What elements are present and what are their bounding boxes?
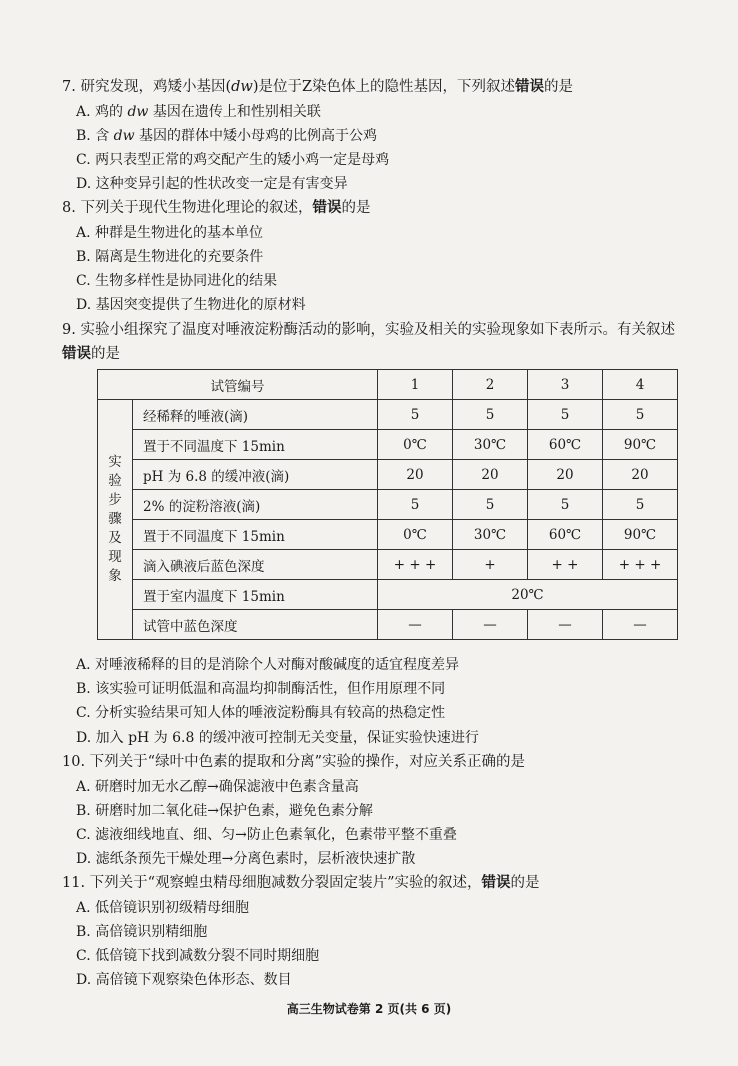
q9-stem: 9. 实验小组探究了温度对唾液淀粉酶活动的影响，实验及相关的实验现象如下表所示。有关叙述	[62, 322, 675, 338]
cell: 20	[378, 460, 453, 490]
row-label: 置于室内温度下 15min	[133, 580, 378, 610]
cell: —	[528, 610, 603, 640]
table-row	[98, 520, 678, 550]
table-row	[98, 430, 678, 460]
table-row	[98, 490, 678, 520]
cell: + + +	[603, 550, 678, 580]
q7-key: 错误	[515, 78, 545, 95]
q10-option-a: A. 研磨时加无水乙醇→确保滤液中色素含量高	[76, 779, 359, 795]
q11-option-c: C. 低倍镜下找到减数分裂不同时期细胞	[76, 948, 320, 964]
q8-option-d: D. 基因突变提供了生物进化的原材料	[76, 297, 306, 313]
q8-option-c: C. 生物多样性是协同进化的结果	[76, 273, 278, 289]
side-label	[98, 400, 133, 640]
cell: 5	[378, 400, 453, 430]
row-label: 2% 的淀粉溶液(滴)	[133, 490, 378, 520]
side-label-text: 实 验 步 骤 及 现 象	[108, 454, 122, 584]
cell: 5	[528, 400, 603, 430]
table-row	[98, 610, 678, 640]
q10-stem: 10. 下列关于“绿叶中色素的提取和分离”实验的操作，对应关系正确的是	[62, 754, 525, 770]
cell: 20	[528, 460, 603, 490]
cell: 60℃	[528, 430, 603, 460]
row-label: 滴入碘液后蓝色深度	[133, 550, 378, 580]
row-label: 试管中蓝色深度	[133, 610, 378, 640]
q7-option-c: C. 两只表型正常的鸡交配产生的矮小鸡一定是母鸡	[76, 152, 390, 168]
table-header-row	[98, 370, 678, 400]
q11-key: 错误	[481, 874, 511, 891]
q9-option-b: B. 该实验可证明低温和高温均抑制酶活性，但作用原理不同	[76, 681, 446, 697]
cell: 5	[378, 490, 453, 520]
q9-key: 错误	[62, 345, 91, 362]
q10-option-c: C. 滤液细线地直、细、匀→防止色素氧化，色素带平整不重叠	[76, 827, 457, 843]
q11-option-a: A. 低倍镜识别初级精母细胞	[76, 900, 250, 916]
cell: 30℃	[453, 430, 528, 460]
cell: +	[453, 550, 528, 580]
q11-option-d: D. 高倍镜下观察染色体形态、数目	[76, 972, 292, 988]
cell: + + +	[378, 550, 453, 580]
tube-4: 4	[603, 370, 678, 400]
cell: 0℃	[378, 520, 453, 550]
table-row	[98, 460, 678, 490]
table-row	[98, 580, 678, 610]
tube-1: 1	[378, 370, 453, 400]
cell: 20	[453, 460, 528, 490]
cell: 0℃	[378, 430, 453, 460]
q8-key: 错误	[312, 199, 342, 216]
q7-option-a: A. 鸡的 dw 基因在遗传上和性别相关联	[76, 104, 321, 120]
merged-cell: 20℃	[378, 580, 678, 610]
cell: 5	[528, 490, 603, 520]
cell: —	[378, 610, 453, 640]
cell: 90℃	[603, 430, 678, 460]
table-header-label: 试管编号	[98, 370, 378, 400]
cell: 20	[603, 460, 678, 490]
q7-option-d: D. 这种变异引起的性状改变一定是有害变异	[76, 176, 348, 192]
page-footer: 高三生物试卷第 2 页(共 6 页)	[286, 1002, 452, 1016]
table-row	[98, 400, 678, 430]
q9-option-c: C. 分析实验结果可知人体的唾液淀粉酶具有较高的热稳定性	[76, 705, 446, 721]
cell: —	[603, 610, 678, 640]
tube-2: 2	[453, 370, 528, 400]
q8-option-b: B. 隔离是生物进化的充要条件	[76, 249, 264, 265]
cell: 5	[453, 490, 528, 520]
cell: 5	[603, 490, 678, 520]
q9-stem-line2: 错误的是	[62, 345, 120, 362]
row-label: 置于不同温度下 15min	[133, 520, 378, 550]
q11-stem: 11. 下列关于“观察蝗虫精母细胞减数分裂固定装片”实验的叙述，错误的是	[62, 874, 540, 891]
cell: —	[453, 610, 528, 640]
q8-stem: 8. 下列关于现代生物进化理论的叙述，错误的是	[62, 199, 371, 216]
q7-stem: 7. 研究发现，鸡矮小基因(dw)是位于Z染色体上的隐性基因，下列叙述错误的是	[62, 78, 574, 95]
q9-option-d: D. 加入 pH 为 6.8 的缓冲液可控制无关变量，保证实验快速进行	[76, 730, 479, 746]
row-label: 经稀释的唾液(滴)	[133, 400, 378, 430]
q10-option-b: B. 研磨时加二氧化硅→保护色素，避免色素分解	[76, 803, 373, 819]
q9-experiment-table	[97, 369, 678, 640]
cell: 5	[453, 400, 528, 430]
cell: 30℃	[453, 520, 528, 550]
cell: 5	[603, 400, 678, 430]
table-row	[98, 550, 678, 580]
q11-option-b: B. 高倍镜识别精细胞	[76, 924, 208, 940]
cell: 90℃	[603, 520, 678, 550]
row-label: pH 为 6.8 的缓冲液(滴)	[133, 460, 378, 490]
tube-3: 3	[528, 370, 603, 400]
cell: 60℃	[528, 520, 603, 550]
q9-option-a: A. 对唾液稀释的目的是消除个人对酶对酸碱度的适宜程度差异	[76, 657, 460, 673]
q10-option-d: D. 滤纸条预先干燥处理→分离色素时，层析液快速扩散	[76, 851, 416, 867]
q8-option-a: A. 种群是生物进化的基本单位	[76, 225, 264, 241]
cell: + +	[528, 550, 603, 580]
row-label: 置于不同温度下 15min	[133, 430, 378, 460]
q7-option-b: B. 含 dw 基因的群体中矮小母鸡的比例高于公鸡	[76, 128, 378, 144]
